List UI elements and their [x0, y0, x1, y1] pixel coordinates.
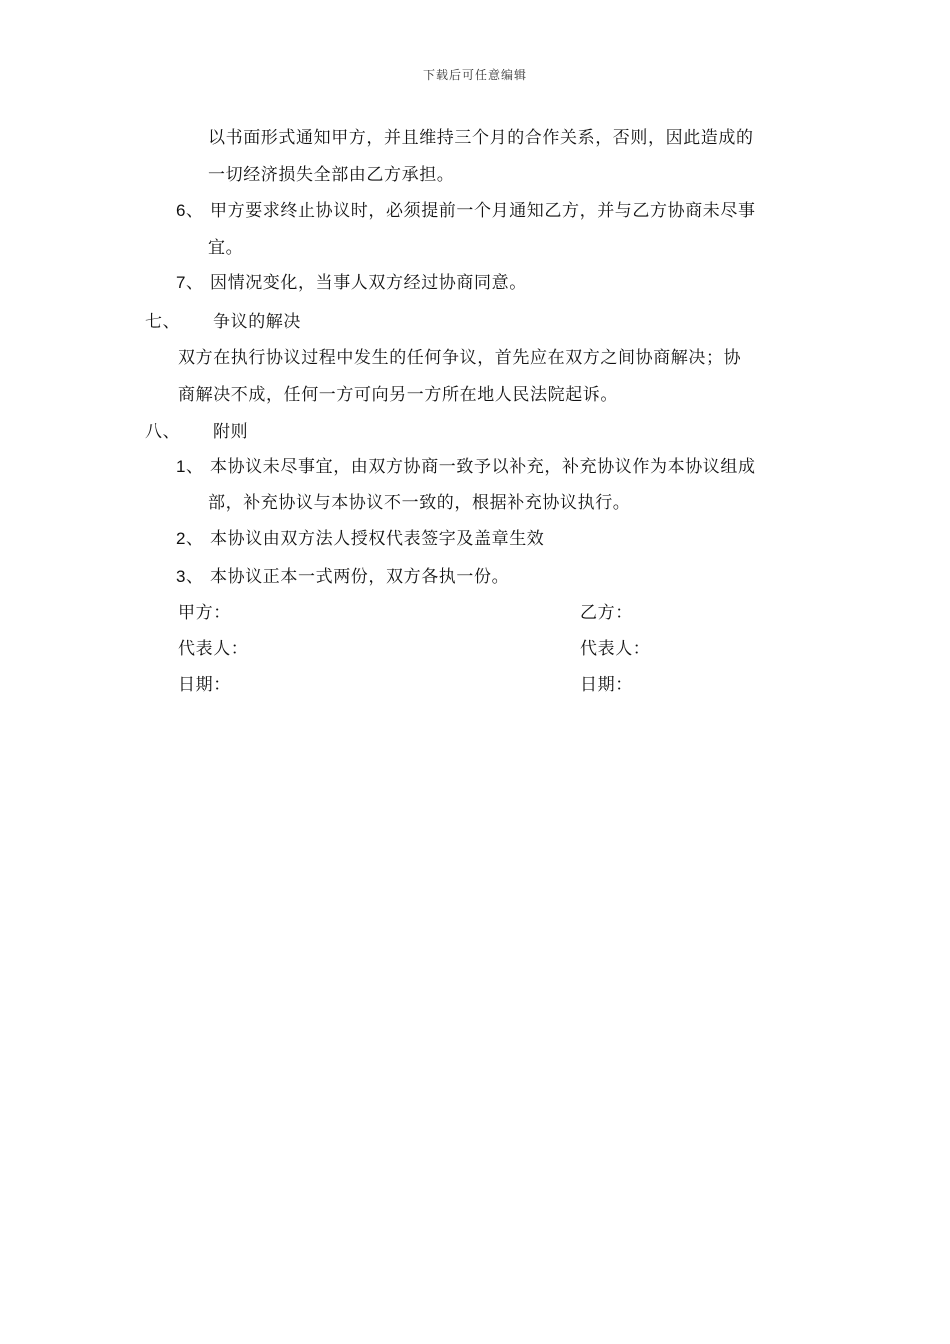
section-7-paragraph-line-1: 双方在执行协议过程中发生的任何争议，首先应在双方之间协商解决；协	[178, 348, 742, 368]
clause-6-text: 甲方要求终止协议时，必须提前一个月通知乙方，并与乙方协商未尽事	[210, 201, 756, 221]
section-8-item-1-number: 1、	[176, 457, 204, 476]
clause-7	[176, 271, 527, 295]
representative-b-label: 代表人：	[580, 639, 651, 659]
clause-7-text: 因情况变化，当事人双方经过协商同意。	[210, 273, 527, 293]
section-8-item-1-line-2: 部，补充协议与本协议不一致的，根据补充协议执行。	[208, 493, 631, 513]
party-b-label: 乙方：	[580, 603, 633, 623]
section-7-heading	[145, 310, 301, 334]
clause-6	[176, 199, 756, 223]
section-8-item-2	[176, 527, 544, 551]
section-8-item-2-text: 本协议由双方法人授权代表签字及盖章生效	[210, 529, 545, 549]
section-8-heading	[145, 420, 248, 444]
page-header: 下载后可任意编辑	[422, 68, 527, 82]
section-8-item-3-number: 3、	[176, 567, 204, 586]
clause-7-number: 7、	[176, 273, 204, 292]
section-7-paragraph-line-2: 商解决不成，任何一方可向另一方所在地人民法院起诉。	[178, 385, 618, 405]
date-a-label: 日期：	[178, 675, 231, 695]
section-8-title: 附则	[213, 422, 249, 442]
section-8-item-3-text: 本协议正本一式两份，双方各执一份。	[210, 567, 510, 587]
section-7-title: 争议的解决	[213, 312, 301, 332]
section-7-number: 七、	[145, 312, 181, 332]
clause-5-line-1: 以书面形式通知甲方，并且维持三个月的合作关系，否则，因此造成的	[208, 128, 754, 148]
clause-6-line-2: 宜。	[208, 238, 244, 258]
section-8-item-2-number: 2、	[176, 529, 204, 548]
section-8-number: 八、	[145, 422, 181, 442]
party-a-label: 甲方：	[178, 603, 231, 623]
section-8-item-1-text: 本协议未尽事宜，由双方协商一致予以补充，补充协议作为本协议组成	[210, 457, 756, 477]
date-b-label: 日期：	[580, 675, 633, 695]
clause-5-line-2: 一切经济损失全部由乙方承担。	[208, 165, 455, 185]
section-8-item-1	[176, 455, 756, 479]
clause-6-number: 6、	[176, 201, 204, 220]
section-8-item-3	[176, 565, 509, 589]
representative-a-label: 代表人：	[178, 639, 249, 659]
